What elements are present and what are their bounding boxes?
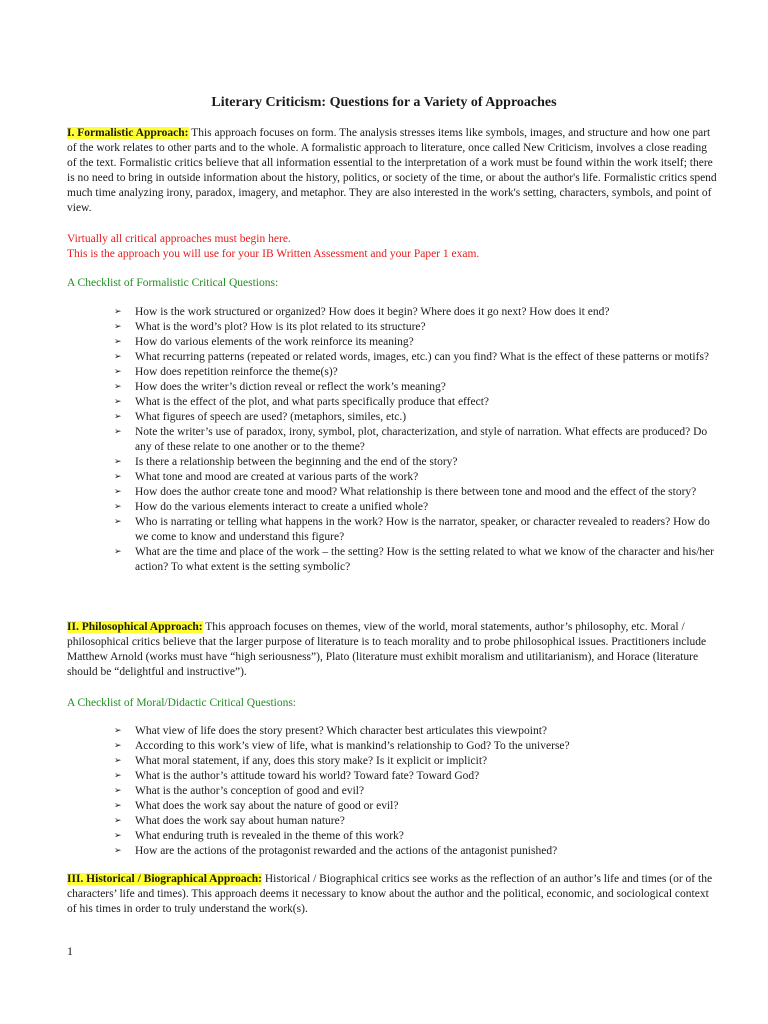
arrow-bullet-icon: ➢ bbox=[114, 846, 122, 856]
question-text: What moral statement, if any, does this story make? Is it explicit or implicit? bbox=[135, 755, 488, 767]
question-text: What does the work say about the nature of good or evil? bbox=[135, 800, 399, 812]
page-number: 1 bbox=[67, 944, 73, 958]
arrow-bullet-icon: ➢ bbox=[114, 427, 122, 437]
question-text: What is the word’s plot? How is its plot related to its structure? bbox=[135, 321, 426, 333]
checklist-question bbox=[67, 470, 717, 485]
moral-question-list bbox=[67, 724, 717, 859]
moral-checklist bbox=[67, 724, 717, 859]
arrow-bullet-icon: ➢ bbox=[114, 726, 122, 736]
arrow-bullet-icon: ➢ bbox=[114, 786, 122, 796]
question-text: Who is narrating or telling what happens in the work? How is the narrator, speaker, or character revealed to readers? How do we come to know and understand this figure? bbox=[135, 516, 710, 543]
formalistic-section bbox=[67, 126, 717, 216]
note-line-1: Virtually all critical approaches must begin here. bbox=[67, 233, 291, 245]
arrow-bullet-icon: ➢ bbox=[114, 472, 122, 482]
philosophical-section bbox=[67, 620, 717, 680]
arrow-bullet-icon: ➢ bbox=[114, 337, 122, 347]
formalistic-note bbox=[67, 232, 717, 262]
note-line-2: This is the approach you will use for your IB Written Assessment and your Paper 1 exam. bbox=[67, 248, 480, 260]
arrow-bullet-icon: ➢ bbox=[114, 487, 122, 497]
checklist-question bbox=[67, 335, 717, 350]
arrow-bullet-icon: ➢ bbox=[114, 801, 122, 811]
arrow-bullet-icon: ➢ bbox=[114, 307, 122, 317]
question-text: Note the writer’s use of paradox, irony, symbol, plot, characterization, and style of narration. What effects are produced? Do any of these relate to one another or to the theme? bbox=[135, 426, 708, 453]
arrow-bullet-icon: ➢ bbox=[114, 382, 122, 392]
arrow-bullet-icon: ➢ bbox=[114, 352, 122, 362]
arrow-bullet-icon: ➢ bbox=[114, 741, 122, 751]
moral-checklist-title: A Checklist of Moral/Didactic Critical Questions: bbox=[67, 697, 297, 709]
historical-paragraph bbox=[67, 872, 717, 917]
formalistic-checklist bbox=[67, 305, 717, 575]
question-text: What recurring patterns (repeated or related words, images, etc.) can you find? What is the effect of these patterns or motifs? bbox=[135, 351, 710, 363]
checklist-question bbox=[67, 515, 717, 545]
philosophical-heading: II. Philosophical Approach: bbox=[67, 621, 203, 633]
arrow-bullet-icon: ➢ bbox=[114, 322, 122, 332]
question-text: How do various elements of the work reinforce its meaning? bbox=[135, 336, 414, 348]
formalistic-heading: I. Formalistic Approach: bbox=[67, 127, 189, 139]
formalistic-checklist-title: A Checklist of Formalistic Critical Questions: bbox=[67, 277, 279, 289]
historical-body: Historical / Biographical critics see works as the reflection of an author’s life and times (or of the characters’ life and times). This approach deems it necessary to know about the author and the political, economic, and sociological context of his times in order to truly understand the work(s). bbox=[67, 873, 713, 915]
arrow-bullet-icon: ➢ bbox=[114, 816, 122, 826]
question-text: How is the work structured or organized? How does it begin? Where does it go next? How does it end? bbox=[135, 306, 610, 318]
checklist-question bbox=[67, 485, 717, 500]
arrow-bullet-icon: ➢ bbox=[114, 457, 122, 467]
arrow-bullet-icon: ➢ bbox=[114, 756, 122, 766]
formalistic-paragraph bbox=[67, 126, 717, 216]
checklist-question bbox=[67, 739, 717, 754]
checklist-question bbox=[67, 350, 717, 365]
question-text: According to this work’s view of life, what is mankind’s relationship to God? To the universe? bbox=[135, 740, 570, 752]
arrow-bullet-icon: ➢ bbox=[114, 412, 122, 422]
formalistic-question-list bbox=[67, 305, 717, 575]
formalistic-body: This approach focuses on form. The analysis stresses items like symbols, images, and structure and how one part of the work relates to other parts and to the whole. A formalistic approach to literature, once called New Criticism, involves a close reading of the text. Formalistic critics believe that all information essential to the interpretation of a work must be found within the work itself; there is no need to bring in outside information about the history, politics, or society of the time, or about the author's life. Formalistic critics spend much time analyzing irony, paradox, imagery, and metaphor. They are also interested in the work's setting, characters, symbols, and point of view. bbox=[67, 127, 717, 214]
checklist-question bbox=[67, 844, 717, 859]
checklist-question bbox=[67, 500, 717, 515]
checklist-question bbox=[67, 769, 717, 784]
checklist-question bbox=[67, 380, 717, 395]
checklist-question bbox=[67, 814, 717, 829]
arrow-bullet-icon: ➢ bbox=[114, 517, 122, 527]
checklist-question bbox=[67, 754, 717, 769]
question-text: What enduring truth is revealed in the theme of this work? bbox=[135, 830, 404, 842]
question-text: What is the effect of the plot, and what parts specifically produce that effect? bbox=[135, 396, 490, 408]
question-text: What figures of speech are used? (metaphors, similes, etc.) bbox=[135, 411, 407, 423]
checklist-question bbox=[67, 724, 717, 739]
arrow-bullet-icon: ➢ bbox=[114, 547, 122, 557]
question-text: How does the writer’s diction reveal or reflect the work’s meaning? bbox=[135, 381, 446, 393]
question-text: How does repetition reinforce the theme(s)? bbox=[135, 366, 338, 378]
question-text: What does the work say about human nature? bbox=[135, 815, 345, 827]
arrow-bullet-icon: ➢ bbox=[114, 771, 122, 781]
arrow-bullet-icon: ➢ bbox=[114, 502, 122, 512]
question-text: What is the author’s conception of good and evil? bbox=[135, 785, 365, 797]
philosophical-paragraph bbox=[67, 620, 717, 680]
checklist-question bbox=[67, 305, 717, 320]
question-text: Is there a relationship between the beginning and the end of the story? bbox=[135, 456, 458, 468]
checklist-question bbox=[67, 320, 717, 335]
checklist-question bbox=[67, 829, 717, 844]
question-text: How do the various elements interact to create a unified whole? bbox=[135, 501, 429, 513]
question-text: What is the author’s attitude toward his world? Toward fate? Toward God? bbox=[135, 770, 480, 782]
question-text: What tone and mood are created at various parts of the work? bbox=[135, 471, 419, 483]
checklist-question bbox=[67, 425, 717, 455]
checklist-question bbox=[67, 455, 717, 470]
checklist-question bbox=[67, 545, 717, 575]
checklist-question bbox=[67, 365, 717, 380]
question-text: What are the time and place of the work – the setting? How is the setting related to what we know of the character and his/her action? To what extent is the setting symbolic? bbox=[135, 546, 714, 573]
question-text: How are the actions of the protagonist rewarded and the actions of the antagonist punished? bbox=[135, 845, 558, 857]
arrow-bullet-icon: ➢ bbox=[114, 397, 122, 407]
document-title: Literary Criticism: Questions for a Variety of Approaches bbox=[211, 95, 557, 110]
arrow-bullet-icon: ➢ bbox=[114, 831, 122, 841]
checklist-question bbox=[67, 410, 717, 425]
arrow-bullet-icon: ➢ bbox=[114, 367, 122, 377]
checklist-question bbox=[67, 395, 717, 410]
checklist-question bbox=[67, 799, 717, 814]
historical-heading: III. Historical / Biographical Approach: bbox=[67, 873, 262, 885]
question-text: What view of life does the story present? Which character best articulates this viewpoint? bbox=[135, 725, 548, 737]
checklist-question bbox=[67, 784, 717, 799]
historical-section bbox=[67, 872, 717, 917]
philosophical-body: This approach focuses on themes, view of the world, moral statements, author’s philosophy, etc. Moral / philosophical critics believe that the larger purpose of literature is to teach morality and to probe philosophical issues. Practitioners include Matthew Arnold (works must have “high seriousness”), Plato (literature must exhibit moralism and utilitarianism), and Horace (literature should be “delightful and instructive”). bbox=[67, 621, 707, 678]
question-text: How does the author create tone and mood? What relationship is there between tone and mood and the effect of the story? bbox=[135, 486, 697, 498]
